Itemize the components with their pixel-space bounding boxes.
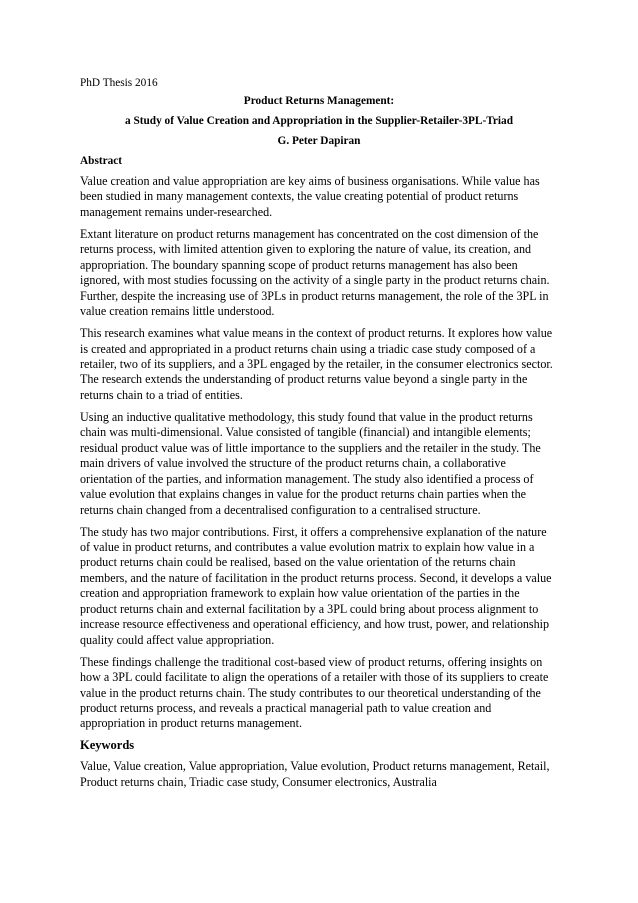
- abstract-paragraph-2: Extant literature on product returns management has concentrated on the cost dimension of the returns process, with limited attention given to exploring the nature of value, its creation, and appropriation. The boundary spanning scope of product returns management has also been ignored, with most studies focussing on the activity of a single party in the product returns chain. Further, despite the increasing use of 3PLs in product returns management, the role of the 3PL in value creation remains little understood.: [80, 226, 550, 319]
- document-content: [80, 76, 558, 797]
- abstract-paragraph-5: The study has two major contributions. First, it offers a comprehensive explanation of the nature of value in product returns, and contributes a value evolution matrix to explain how value in a product returns chain could be realised, based on the value orientation of the returns chain members, and the nature of facilitation in the product returns process. Second, it develops a value creation and appropriation framework to explain how value orientation of the parties in the product returns chain and external facilitation by a 3PL could bring about process alignment to increase resource effectiveness and operational efficiency, and how trust, power, and relationship quality could affect value appropriation.: [80, 524, 552, 647]
- author-name: G. Peter Dapiran: [277, 135, 361, 147]
- title-line-2: a Study of Value Creation and Appropriation in the Supplier-Retailer-3PL-Triad: [124, 115, 513, 127]
- abstract-paragraph-3: This research examines what value means in the context of product returns. It explores how value is created and appropriated in a product returns chain using a triadic case study composed of a retailer, two of its suppliers, and a 3PL engaged by the retailer, in the consumer electronics sector. The research extends the understanding of product returns value beyond a single party in the returns chain to a triad of entities.: [80, 326, 553, 402]
- keywords-heading: Keywords: [80, 738, 135, 753]
- abstract-heading: Abstract: [80, 155, 123, 167]
- abstract-paragraph-1: Value creation and value appropriation are key aims of business organisations. While value has been studied in many management contexts, the value creating potential of product returns management remains under-researched.: [80, 174, 540, 219]
- abstract-paragraph-4: Using an inductive qualitative methodology, this study found that value in the product returns chain was multi-dimensional. Value consisted of tangible (financial) and intangible elements; residual product value was of little importance to the suppliers and the retailer in the study. The main drivers of value involved the structure of the product returns chain, a collaborative orientation of the parties, and information management. The study also identified a process of value evolution that explains changes in value for the product returns chain parties when the returns chain changed from a decentralised configuration to a centralised structure.: [80, 409, 541, 517]
- abstract-paragraph-6: These findings challenge the traditional cost-based view of product returns, offering insights on how a 3PL could facilitate to align the operations of a retailer with those of its suppliers to create value in the product returns chain. The study contributes to our theoretical understanding of the product returns process, and reveals a practical managerial path to value creation and appropriation in product returns management.: [80, 654, 549, 731]
- title-line-1: Product Returns Management:: [243, 95, 395, 107]
- thesis-header: PhD Thesis 2016: [80, 77, 158, 89]
- keywords-text: Value, Value creation, Value appropriation, Value evolution, Product returns management, Retail, Product returns chain, Triadic case study, Consumer electronics, Australia: [80, 759, 550, 789]
